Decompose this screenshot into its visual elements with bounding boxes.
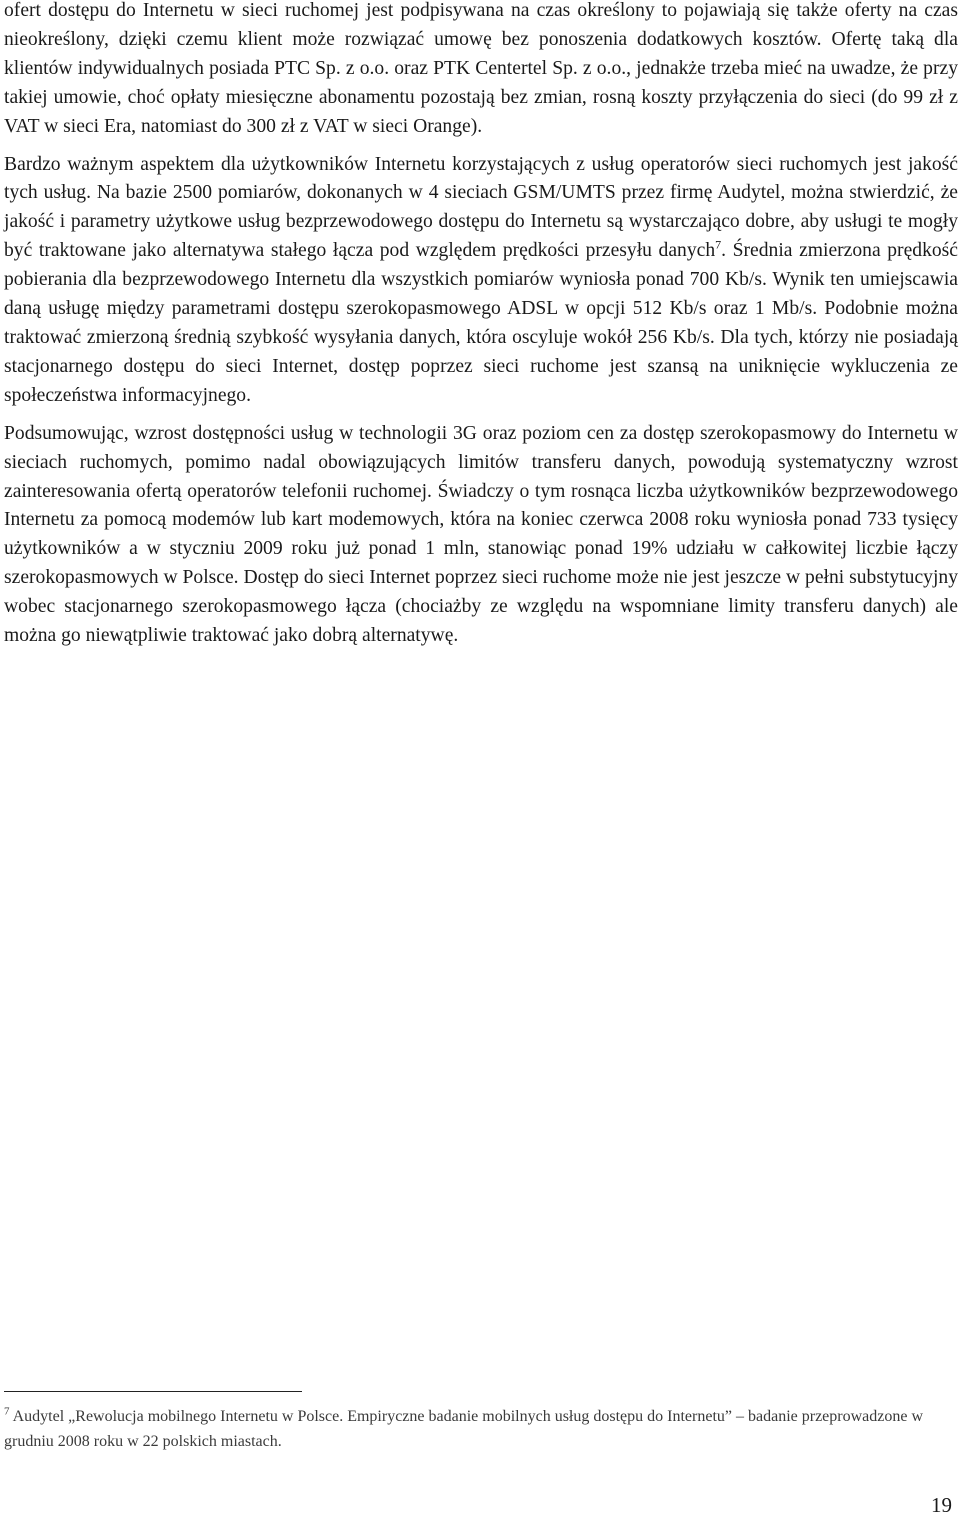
footnote-reference[interactable]: 7 — [715, 237, 722, 252]
paragraph-summary: Podsumowując, wzrost dostępności usług w technologii 3G oraz poziom cen za dostęp szerokopasmowy do Internetu w sieciach ruchomych, pomimo nadal obowiązujących limitów transferu danych, powodują systematyczny wzrost zainteresowania ofertą operatorów telefonii ruchomej. Świadczy o tym rosnąca liczba użytkowników bezprzewodowego Internetu za pomocą modemów lub kart modemowych, która na koniec czerwca 2008 roku wyniosła ponad 733 tysięcy użytkowników a w styczniu 2009 roku już ponad 1 mln, stanowiąc ponad 19% udziału w całkowitej liczbie łączy szerokopasmowych w Polsce. Dostęp do sieci Internet poprzez sieci ruchome może nie jest jeszcze w pełni substytucyjny wobec stacjonarnego szerokopasmowego łącza (chociażby ze względu na wspomniane limity transferu danych) ale można go niewątpliwie traktować jako dobrą alternatywę. — [4, 422, 958, 647]
page-number: 19 — [931, 1493, 952, 1517]
page-body — [4, 0, 958, 651]
footnote-text: Audytel „Rewolucja mobilnego Internetu w Polsce. Empiryczne badanie mobilnych usług dostępu do Internetu” – badanie przeprowadzone w grudniu 2008 roku w 22 polskich miastach. — [4, 1408, 924, 1450]
paragraph-quality-text: Bardzo ważnym aspektem dla użytkowników Internetu korzystających z usług operatorów sieci ruchomych jest jakość tych usług. Na bazie 2500 pomiarów, dokonanych w 4 sieciach GSM/UMTS przez firmę Audytel, można stwierdzić, że jakość i parametry użytkowe usług bezprzewodowego dostępu do Internetu są wystarczająco dobre, aby usługi te mogły być traktowane jako alternatywa stałego łącza pod względem prędkości przesyłu danych — [4, 153, 958, 262]
paragraph-quality-text-continued: . Średnia zmierzona prędkość pobierania dla bezprzewodowego Internetu dla wszystkich pomiarów wyniosła ponad 700 Kb/s. Wynik ten umiejscawia daną usługę między parametrami dostępu szerokopasmowego ADSL w opcji 512 Kb/s oraz 1 Mb/s. Podobnie można traktować zmierzoną średnią szybkość wysyłania danych, która oscyluje wokół 256 Kb/s. Dla tych, którzy nie posiadają stacjonarnego dostępu do sieci Internet, dostęp poprzez sieci ruchome jest szansą na uniknięcie wykluczenia ze społeczeństwa informacyjnego. — [4, 240, 958, 406]
footnote-number: 7 — [4, 1405, 10, 1418]
footnote-separator — [4, 1391, 302, 1392]
paragraph-operator-offers: ofert dostępu do Internetu w sieci ruchomej jest podpisywana na czas określony to pojawiają się także oferty na czas nieokreślony, dzięki czemu klient może rozwiązać umowę bez ponoszenia dodatkowych kosztów. Ofertę taką dla klientów indywidualnych posiada PTC Sp. z o.o. oraz PTK Centertel Sp. z o.o., jednakże trzeba mieć na uwadze, że przy takiej umowie, choć opłaty miesięczne abonamentu pozostają bez zmian, rosną koszty przyłączenia do sieci (do 99 zł z VAT w sieci Era, natomiast do 300 zł z VAT w sieci Orange). — [4, 0, 958, 137]
footnote — [4, 1404, 954, 1454]
paragraph-quality-of-service — [4, 151, 958, 411]
